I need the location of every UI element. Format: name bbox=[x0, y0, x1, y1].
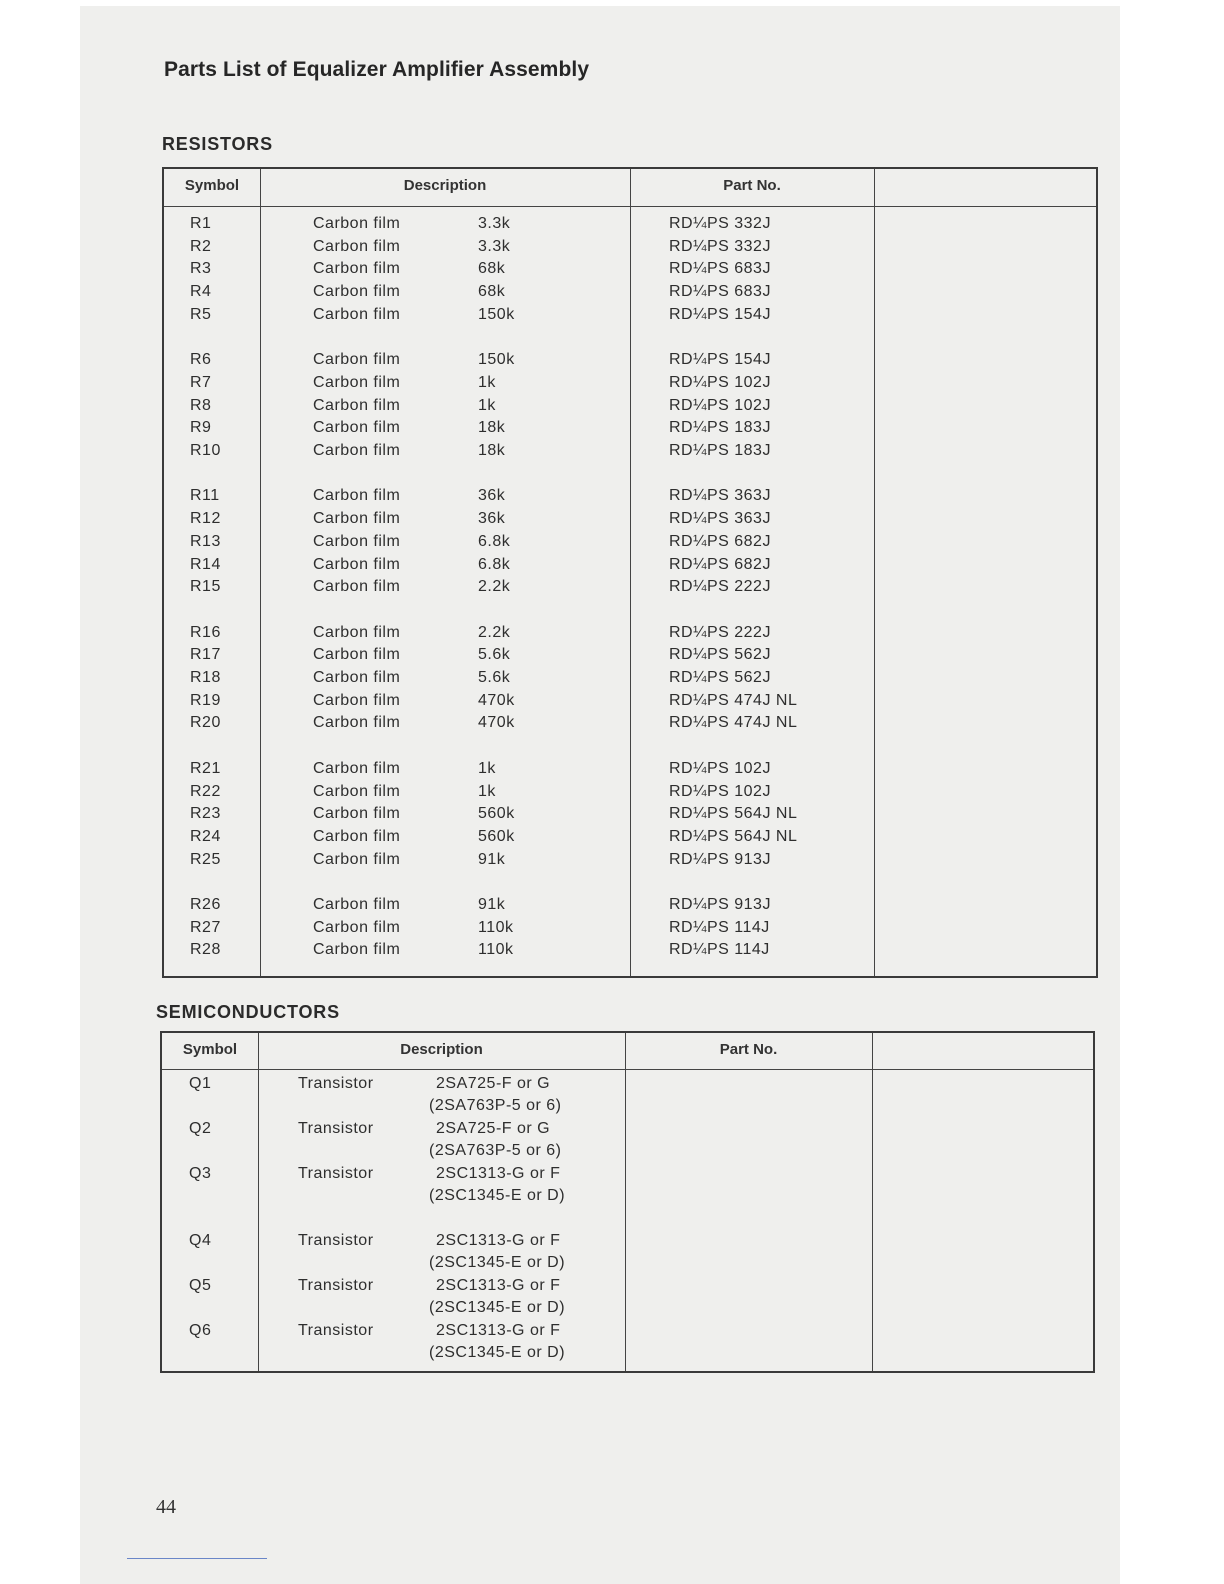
symbol-cell: R20 bbox=[190, 714, 221, 732]
symbol-cell: R27 bbox=[190, 918, 221, 936]
symbol-cell: R26 bbox=[190, 896, 221, 913]
symbol-cell: R5 bbox=[190, 305, 212, 323]
value-cell: 2SA725-F or G bbox=[436, 1120, 551, 1137]
part-number-cell: RD¼PS 114J bbox=[669, 941, 770, 959]
value-cell: 2SC1313-G or F bbox=[436, 1165, 561, 1182]
part-number-cell: RD¼PS 474J NL bbox=[669, 691, 798, 709]
value-cell: 2SC1313-G or F bbox=[436, 1322, 561, 1339]
type-cell: Carbon film bbox=[313, 487, 401, 505]
alternate-part-cell: (2SC1345-E or D) bbox=[429, 1187, 566, 1204]
header-divider bbox=[162, 1069, 1093, 1070]
value-cell: 68k bbox=[478, 283, 506, 301]
type-cell: Carbon film bbox=[313, 918, 401, 936]
column-header-symbol: Symbol bbox=[182, 1041, 238, 1058]
part-number-cell: RD¼PS 913J bbox=[669, 850, 771, 868]
type-cell: Carbon film bbox=[313, 419, 401, 437]
type-cell: Carbon film bbox=[313, 555, 401, 573]
type-cell: Carbon film bbox=[313, 442, 401, 459]
symbol-cell: R15 bbox=[190, 578, 221, 596]
column-header-description: Description bbox=[400, 1041, 483, 1058]
type-cell: Carbon film bbox=[313, 691, 401, 709]
value-cell: 3.3k bbox=[478, 215, 511, 232]
value-cell: 150k bbox=[478, 305, 515, 323]
page-number: 44 bbox=[156, 1496, 176, 1518]
part-number-cell: RD¼PS 363J bbox=[669, 487, 771, 505]
type-cell: Carbon film bbox=[313, 941, 401, 959]
part-number-cell: RD¼PS 114J bbox=[669, 918, 770, 936]
symbol-cell: R7 bbox=[190, 373, 212, 391]
part-number-cell: RD¼PS 913J bbox=[669, 896, 771, 913]
column-header-description: Description bbox=[403, 177, 487, 194]
type-cell: Carbon film bbox=[313, 623, 401, 641]
column-divider bbox=[630, 169, 631, 976]
footer-underline bbox=[127, 1558, 267, 1559]
column-divider bbox=[874, 169, 875, 976]
part-number-cell: RD¼PS 564J NL bbox=[669, 827, 798, 845]
value-cell: 36k bbox=[478, 510, 506, 528]
type-cell: Carbon film bbox=[313, 532, 401, 550]
value-cell: 2SC1313-G or F bbox=[436, 1232, 561, 1249]
type-cell: Carbon film bbox=[313, 714, 401, 732]
value-cell: 18k bbox=[478, 442, 506, 459]
value-cell: 470k bbox=[478, 691, 515, 709]
value-cell: 1k bbox=[478, 373, 496, 391]
type-cell: Carbon film bbox=[313, 237, 401, 255]
column-header-part-no: Part No. bbox=[723, 177, 781, 194]
value-cell: 110k bbox=[478, 918, 514, 936]
type-cell: Transistor bbox=[298, 1232, 374, 1249]
part-number-cell: RD¼PS 474J NL bbox=[669, 714, 798, 732]
part-number-cell: RD¼PS 562J bbox=[669, 646, 771, 664]
value-cell: 3.3k bbox=[478, 237, 511, 255]
value-cell: 1k bbox=[478, 782, 496, 800]
type-cell: Carbon film bbox=[313, 215, 401, 232]
symbol-cell: R3 bbox=[190, 260, 212, 278]
semiconductors-table bbox=[160, 1031, 1095, 1373]
value-cell: 91k bbox=[478, 896, 506, 913]
page-title: Parts List of Equalizer Amplifier Assembly bbox=[164, 58, 590, 81]
type-cell: Carbon film bbox=[313, 578, 401, 596]
type-cell: Carbon film bbox=[313, 759, 401, 777]
part-number-cell: RD¼PS 683J bbox=[669, 283, 771, 301]
symbol-cell: R14 bbox=[190, 555, 221, 573]
type-cell: Carbon film bbox=[313, 827, 401, 845]
symbol-cell: R1 bbox=[190, 215, 212, 232]
symbol-cell: R6 bbox=[190, 351, 212, 369]
column-header-part-no: Part No. bbox=[719, 1041, 778, 1058]
column-divider bbox=[625, 1033, 626, 1371]
value-cell: 5.6k bbox=[478, 646, 511, 664]
symbol-cell: R19 bbox=[190, 691, 221, 709]
symbol-cell: R25 bbox=[190, 850, 221, 868]
symbol-cell: R2 bbox=[190, 237, 212, 255]
header-divider bbox=[164, 206, 1096, 207]
symbol-cell: R8 bbox=[190, 396, 212, 414]
part-number-cell: RD¼PS 102J bbox=[669, 373, 771, 391]
part-number-cell: RD¼PS 682J bbox=[669, 532, 771, 550]
value-cell: 1k bbox=[478, 396, 496, 414]
part-number-cell: RD¼PS 154J bbox=[669, 305, 771, 323]
type-cell: Carbon film bbox=[313, 351, 401, 369]
value-cell: 560k bbox=[478, 805, 515, 823]
value-cell: 36k bbox=[478, 487, 506, 505]
symbol-cell: R10 bbox=[190, 442, 221, 459]
column-divider bbox=[258, 1033, 259, 1371]
part-number-cell: RD¼PS 222J bbox=[669, 578, 771, 596]
column-header-symbol: Symbol bbox=[184, 177, 240, 194]
alternate-part-cell: (2SA763P-5 or 6) bbox=[429, 1097, 562, 1114]
symbol-cell: Q5 bbox=[189, 1277, 212, 1294]
part-number-cell: RD¼PS 332J bbox=[669, 237, 771, 255]
value-cell: 2.2k bbox=[478, 578, 511, 596]
alternate-part-cell: (2SC1345-E or D) bbox=[429, 1344, 566, 1361]
type-cell: Transistor bbox=[298, 1165, 374, 1182]
type-cell: Transistor bbox=[298, 1322, 374, 1339]
symbol-cell: R11 bbox=[190, 487, 220, 505]
column-divider bbox=[260, 169, 261, 976]
part-number-cell: RD¼PS 683J bbox=[669, 260, 771, 278]
part-number-cell: RD¼PS 183J bbox=[669, 419, 771, 437]
value-cell: 18k bbox=[478, 419, 506, 437]
symbol-cell: R24 bbox=[190, 827, 221, 845]
part-number-cell: RD¼PS 222J bbox=[669, 623, 771, 641]
resistors-table bbox=[162, 167, 1098, 978]
symbol-cell: R13 bbox=[190, 532, 221, 550]
value-cell: 6.8k bbox=[478, 555, 511, 573]
symbol-cell: R4 bbox=[190, 283, 212, 301]
symbol-cell: R9 bbox=[190, 419, 212, 437]
symbol-cell: Q3 bbox=[189, 1165, 212, 1182]
semiconductors-heading: SEMICONDUCTORS bbox=[156, 1002, 340, 1022]
symbol-cell: R12 bbox=[190, 510, 221, 528]
value-cell: 2SA725-F or G bbox=[436, 1075, 551, 1092]
type-cell: Transistor bbox=[298, 1075, 374, 1092]
alternate-part-cell: (2SA763P-5 or 6) bbox=[429, 1142, 562, 1159]
value-cell: 110k bbox=[478, 941, 514, 959]
value-cell: 68k bbox=[478, 260, 506, 278]
value-cell: 560k bbox=[478, 827, 515, 845]
type-cell: Carbon film bbox=[313, 510, 401, 528]
symbol-cell: R16 bbox=[190, 623, 221, 641]
value-cell: 6.8k bbox=[478, 532, 511, 550]
type-cell: Transistor bbox=[298, 1277, 374, 1294]
symbol-cell: Q4 bbox=[189, 1232, 212, 1249]
symbol-cell: Q1 bbox=[189, 1075, 212, 1092]
alternate-part-cell: (2SC1345-E or D) bbox=[429, 1299, 566, 1316]
symbol-cell: R21 bbox=[190, 759, 221, 777]
type-cell: Carbon film bbox=[313, 805, 401, 823]
type-cell: Carbon film bbox=[313, 896, 401, 913]
type-cell: Carbon film bbox=[313, 850, 401, 868]
symbol-cell: R17 bbox=[190, 646, 221, 664]
column-divider bbox=[872, 1033, 873, 1371]
resistors-heading: RESISTORS bbox=[162, 134, 273, 154]
value-cell: 5.6k bbox=[478, 669, 511, 686]
type-cell: Carbon film bbox=[313, 646, 401, 664]
type-cell: Carbon film bbox=[313, 260, 401, 278]
part-number-cell: RD¼PS 102J bbox=[669, 782, 771, 800]
type-cell: Carbon film bbox=[313, 305, 401, 323]
symbol-cell: R18 bbox=[190, 669, 221, 686]
part-number-cell: RD¼PS 154J bbox=[669, 351, 771, 369]
part-number-cell: RD¼PS 562J bbox=[669, 669, 771, 686]
value-cell: 2SC1313-G or F bbox=[436, 1277, 561, 1294]
part-number-cell: RD¼PS 102J bbox=[669, 759, 771, 777]
value-cell: 470k bbox=[478, 714, 515, 732]
symbol-cell: Q6 bbox=[189, 1322, 212, 1339]
part-number-cell: RD¼PS 564J NL bbox=[669, 805, 798, 823]
alternate-part-cell: (2SC1345-E or D) bbox=[429, 1254, 566, 1271]
type-cell: Carbon film bbox=[313, 373, 401, 391]
type-cell: Carbon film bbox=[313, 782, 401, 800]
symbol-cell: R28 bbox=[190, 941, 221, 959]
part-number-cell: RD¼PS 183J bbox=[669, 442, 771, 459]
type-cell: Carbon film bbox=[313, 669, 401, 686]
value-cell: 2.2k bbox=[478, 623, 511, 641]
value-cell: 1k bbox=[478, 759, 496, 777]
value-cell: 150k bbox=[478, 351, 515, 369]
symbol-cell: Q2 bbox=[189, 1120, 212, 1137]
value-cell: 91k bbox=[478, 850, 506, 868]
part-number-cell: RD¼PS 332J bbox=[669, 215, 771, 232]
type-cell: Carbon film bbox=[313, 396, 401, 414]
type-cell: Carbon film bbox=[313, 283, 401, 301]
part-number-cell: RD¼PS 102J bbox=[669, 396, 771, 414]
part-number-cell: RD¼PS 682J bbox=[669, 555, 771, 573]
symbol-cell: R22 bbox=[190, 782, 221, 800]
part-number-cell: RD¼PS 363J bbox=[669, 510, 771, 528]
symbol-cell: R23 bbox=[190, 805, 221, 823]
type-cell: Transistor bbox=[298, 1120, 374, 1137]
